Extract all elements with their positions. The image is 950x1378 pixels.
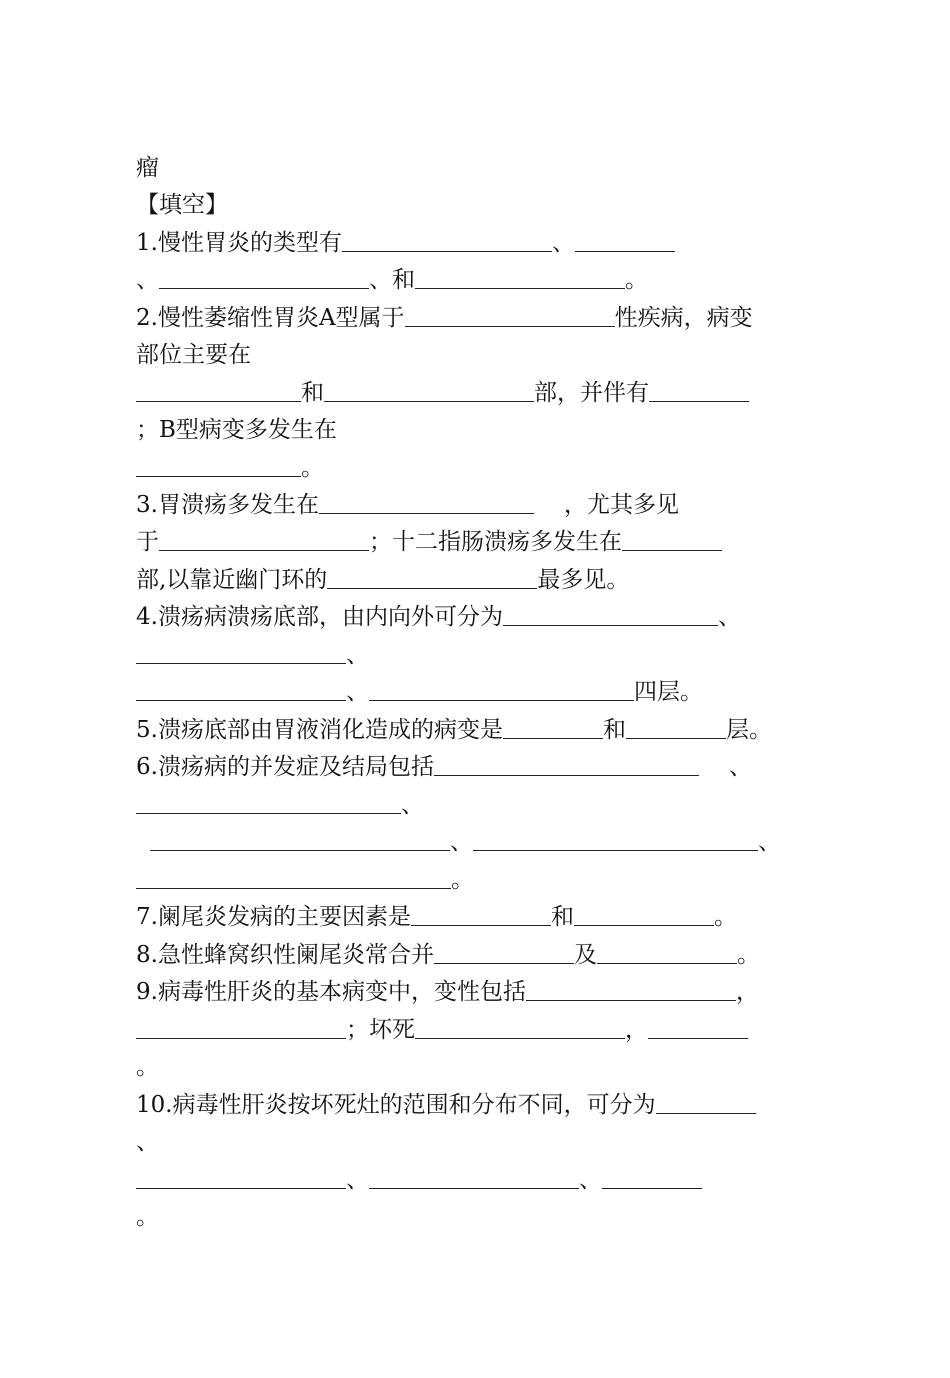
question-4-end: 四层。 <box>634 679 703 705</box>
question-1-text: 1.慢性胃炎的类型有 <box>136 230 342 256</box>
separator: 、 <box>728 754 752 780</box>
heading-word-text: 瘤 <box>136 155 159 181</box>
question-2-line4: ；B型病变多发生在 <box>136 417 337 443</box>
separator: 、 <box>346 1167 369 1193</box>
separator: 、 <box>758 829 781 855</box>
answer-blank[interactable] <box>405 304 615 327</box>
question-2 <box>136 300 753 336</box>
separator: 、 <box>136 267 159 293</box>
separator: 、 <box>551 230 575 256</box>
question-1 <box>136 225 675 261</box>
question-4-cont <box>136 674 703 710</box>
comma: ， <box>625 1017 648 1043</box>
question-2-cont <box>136 375 749 411</box>
conjunction: 及 <box>573 942 597 968</box>
question-3-cont <box>136 562 629 598</box>
question-7 <box>136 899 737 935</box>
period: 。 <box>451 867 474 893</box>
question-3-text: 3.胃溃疡多发生在 <box>136 492 319 518</box>
answer-blank[interactable] <box>136 1166 346 1189</box>
question-3-duodenum: ；十二指肠溃疡多发生在 <box>369 529 622 555</box>
answer-blank[interactable] <box>324 379 534 402</box>
answer-blank[interactable] <box>649 379 749 402</box>
question-7-text: 7.阑尾炎发病的主要因素是 <box>136 904 411 930</box>
period: 。 <box>301 455 324 481</box>
comma: ， <box>735 979 759 1005</box>
question-4-cont <box>136 637 369 673</box>
section-title-text: 【填空】 <box>136 192 228 218</box>
question-3-text-cont: ，尤其多见 <box>563 492 679 518</box>
question-10-cont <box>136 1199 159 1235</box>
question-6-cont <box>136 787 424 823</box>
question-6 <box>136 749 752 785</box>
question-2-line2: 部位主要在 <box>136 342 251 368</box>
question-3-cont <box>136 524 722 560</box>
question-2-text-cont: 性疾病，病变 <box>614 305 753 331</box>
question-6-cont <box>136 824 781 860</box>
section-title <box>136 187 228 223</box>
separator: 、 <box>346 679 369 705</box>
question-3-at: 于 <box>136 529 159 555</box>
answer-blank[interactable] <box>159 266 369 289</box>
question-4 <box>136 599 741 635</box>
period: 。 <box>136 1204 159 1230</box>
question-10-text: 10.病毒性肝炎按坏死灶的范围和分布不同，可分为 <box>136 1092 656 1118</box>
question-10-cont <box>136 1162 702 1198</box>
question-6-cont <box>136 862 474 898</box>
answer-blank[interactable] <box>526 978 736 1001</box>
question-6-text: 6.溃疡病的并发症及结局包括 <box>136 754 434 780</box>
answer-blank[interactable] <box>369 678 634 701</box>
answer-blank[interactable] <box>319 491 534 514</box>
question-5-end: 层。 <box>725 717 772 743</box>
separator: 、 <box>450 829 473 855</box>
answer-blank[interactable] <box>434 941 574 964</box>
question-1-cont <box>136 262 648 298</box>
period: 。 <box>713 904 737 930</box>
answer-blank[interactable] <box>503 716 603 739</box>
question-3-part: 部,以靠近幽门环的 <box>136 567 328 593</box>
question-8 <box>136 937 760 973</box>
answer-blank[interactable] <box>622 528 722 551</box>
answer-blank[interactable] <box>415 1016 625 1039</box>
answer-blank[interactable] <box>434 753 699 776</box>
answer-blank[interactable] <box>136 379 301 402</box>
question-9 <box>136 974 759 1010</box>
period: 。 <box>736 942 760 968</box>
answer-blank[interactable] <box>327 566 537 589</box>
question-2-text-part: 部，并伴有 <box>534 380 649 406</box>
period: 。 <box>136 1054 159 1080</box>
question-10-cont <box>136 1124 159 1160</box>
question-2-text: 2.慢性萎缩性胃炎A型属于 <box>136 305 405 331</box>
answer-blank[interactable] <box>136 866 451 889</box>
question-9-cont <box>136 1012 748 1048</box>
answer-blank[interactable] <box>648 1016 748 1039</box>
answer-blank[interactable] <box>626 716 726 739</box>
conjunction: 和 <box>550 904 574 930</box>
answer-blank[interactable] <box>602 1166 702 1189</box>
question-5-text: 5.溃疡底部由胃液消化造成的病变是 <box>136 717 503 743</box>
conjunction: 和 <box>602 717 626 743</box>
answer-blank[interactable] <box>597 941 737 964</box>
question-9-cont <box>136 1049 159 1085</box>
answer-blank[interactable] <box>342 229 552 252</box>
answer-blank[interactable] <box>575 229 675 252</box>
question-9-text: 9.病毒性肝炎的基本病变中，变性包括 <box>136 979 526 1005</box>
question-3 <box>136 487 679 523</box>
question-4-text: 4.溃疡病溃疡底部，由内向外可分为 <box>136 604 503 630</box>
answer-blank[interactable] <box>136 1016 346 1039</box>
conjunction: 和 <box>301 380 324 406</box>
question-2-cont <box>136 412 337 448</box>
question-2-cont <box>136 450 324 486</box>
answer-blank[interactable] <box>136 678 346 701</box>
answer-blank[interactable] <box>411 903 551 926</box>
answer-blank[interactable] <box>136 641 346 664</box>
question-2-cont <box>136 337 251 373</box>
separator: 、 <box>717 604 741 630</box>
separator: 、 <box>579 1167 602 1193</box>
answer-blank[interactable] <box>656 1091 756 1114</box>
question-5 <box>136 712 772 748</box>
period: 。 <box>625 267 648 293</box>
question-3-most: 最多见。 <box>537 567 630 593</box>
question-9-necrosis: ；坏死 <box>346 1017 415 1043</box>
separator: 、 <box>136 1129 159 1155</box>
answer-blank[interactable] <box>473 828 758 851</box>
answer-blank[interactable] <box>159 528 369 551</box>
heading-word <box>136 150 159 186</box>
separator: 、 <box>401 792 424 818</box>
answer-blank[interactable] <box>574 903 714 926</box>
answer-blank[interactable] <box>150 828 450 851</box>
answer-blank[interactable] <box>136 454 301 477</box>
answer-blank[interactable] <box>136 791 401 814</box>
question-10 <box>136 1087 756 1123</box>
answer-blank[interactable] <box>415 266 625 289</box>
separator: 、 <box>346 642 369 668</box>
question-8-text: 8.急性蜂窝织性阑尾炎常合并 <box>136 942 434 968</box>
answer-blank[interactable] <box>503 603 718 626</box>
separator: 、和 <box>369 267 415 293</box>
answer-blank[interactable] <box>369 1166 579 1189</box>
